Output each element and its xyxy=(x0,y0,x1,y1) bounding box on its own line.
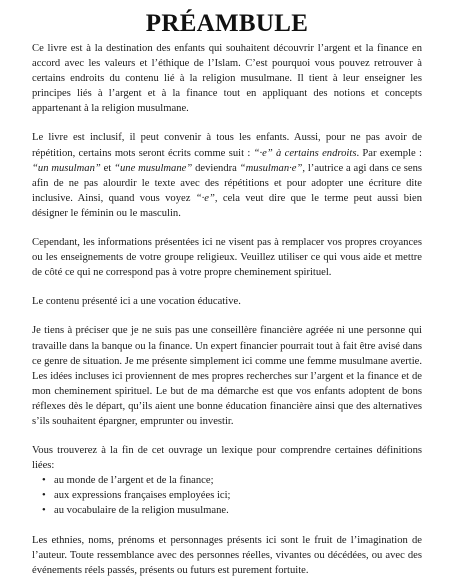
paragraph-inclusive xyxy=(32,130,422,221)
paragraph-inclusive-text-1: Le livre est inclusif, il peut convenir à tous les enfants. Aussi, pour ne pas avoir de répétition, certains mots seront écrits comme suit : xyxy=(32,132,422,159)
list-item xyxy=(42,503,422,518)
list-item xyxy=(42,473,422,488)
paragraph-intro: Ce livre est à la destination des enfants qui souhaitent découvrir l’argent et la finance en accord avec les valeurs et l’éthique de l’Islam. C’est pourquoi vous pouvez retrouver à certains endroits du contenu lié à la religion musulmane. Il tient à leur enseigner les principes liés à l’argent et à la finance tout en appliquant des notions et concepts appartenant à la religion musulmane. xyxy=(32,43,422,115)
paragraph-inclusive-italic-2: “un musulman” xyxy=(32,162,101,174)
page-title: PRÉAMBULE xyxy=(145,10,309,37)
list-item xyxy=(42,488,422,503)
paragraph-inclusive-text-6: , cela veut dire que le terme peut aussi bien désigner le féminin ou le masculin. xyxy=(32,192,422,219)
bullet-icon: • xyxy=(42,490,46,502)
list-item-text: aux expressions françaises employées ici; xyxy=(54,490,231,502)
list-item-text: au vocabulaire de la religion musulmane. xyxy=(54,505,229,517)
paragraph-inclusive-italic-5: “·e” xyxy=(195,192,215,204)
bullet-icon: • xyxy=(42,505,46,517)
paragraph-fiction-notice: Les ethnies, noms, prénoms et personnages présents ici sont le fruit de l’imagination de l’auteur. Toute ressemblance avec des personnes réelles, vivantes ou décédées, ou avec des événements réels passés, présents ou futurs est purement fortuite. xyxy=(32,534,422,576)
paragraph-inclusive-italic-1: “·e” à certains endroits xyxy=(253,147,357,159)
paragraph-lexicon: Vous trouverez à la fin de cet ouvrage un lexique pour comprendre certaines définitions liées: xyxy=(32,445,422,472)
paragraph-inclusive-italic-3: “une musulmane” xyxy=(114,162,193,174)
paragraph-inclusive-text-2: . Par exemple : xyxy=(356,147,422,159)
paragraph-educational: Le contenu présenté ici a une vocation éducative. xyxy=(32,296,241,308)
paragraph-inclusive-text-5: , l’autrice a agi dans ce sens afin de ne pas alourdir le texte avec des répétitions et pour adopter une écriture dite inclusive. Ainsi, quand vous voyez xyxy=(32,162,422,204)
paragraph-beliefs: Cependant, les informations présentées ici ne visent pas à remplacer vos propres croyances ou les enseignements de votre groupe religieux. Veuillez utiliser ce qui vous aide et mettre de côté ce qui ne correspond pas à votre propre cheminement spirituel. xyxy=(32,237,422,279)
list-item-text: au monde de l’argent et de la finance; xyxy=(54,475,214,487)
bullet-icon: • xyxy=(42,475,46,487)
lexicon-list xyxy=(32,473,422,518)
paragraph-disclaimer: Je tiens à préciser que je ne suis pas une conseillère financière agréée ni une personne qui travaille dans la banque ou la finance. Un expert financier pourrait tout à fait être avisé dans ce genre de situation. Je me présente simplement ici comme une femme musulmane avertie. Les idées incluses ici proviennent de mes propres recherches sur l’argent et la finance et de mon cheminement spirituel. Le but de ma démarche est que vos enfants adoptent de bons réflexes dès le départ, qu’ils aient une bonne éducation financière ainsi que des alternatives s’ils souhaitent épargner, emprunter ou investir. xyxy=(32,325,422,427)
paragraph-inclusive-italic-4: “musulman·e” xyxy=(239,162,303,174)
paragraph-inclusive-text-4: deviendra xyxy=(192,162,240,174)
paragraph-inclusive-text-3: et xyxy=(100,162,115,174)
